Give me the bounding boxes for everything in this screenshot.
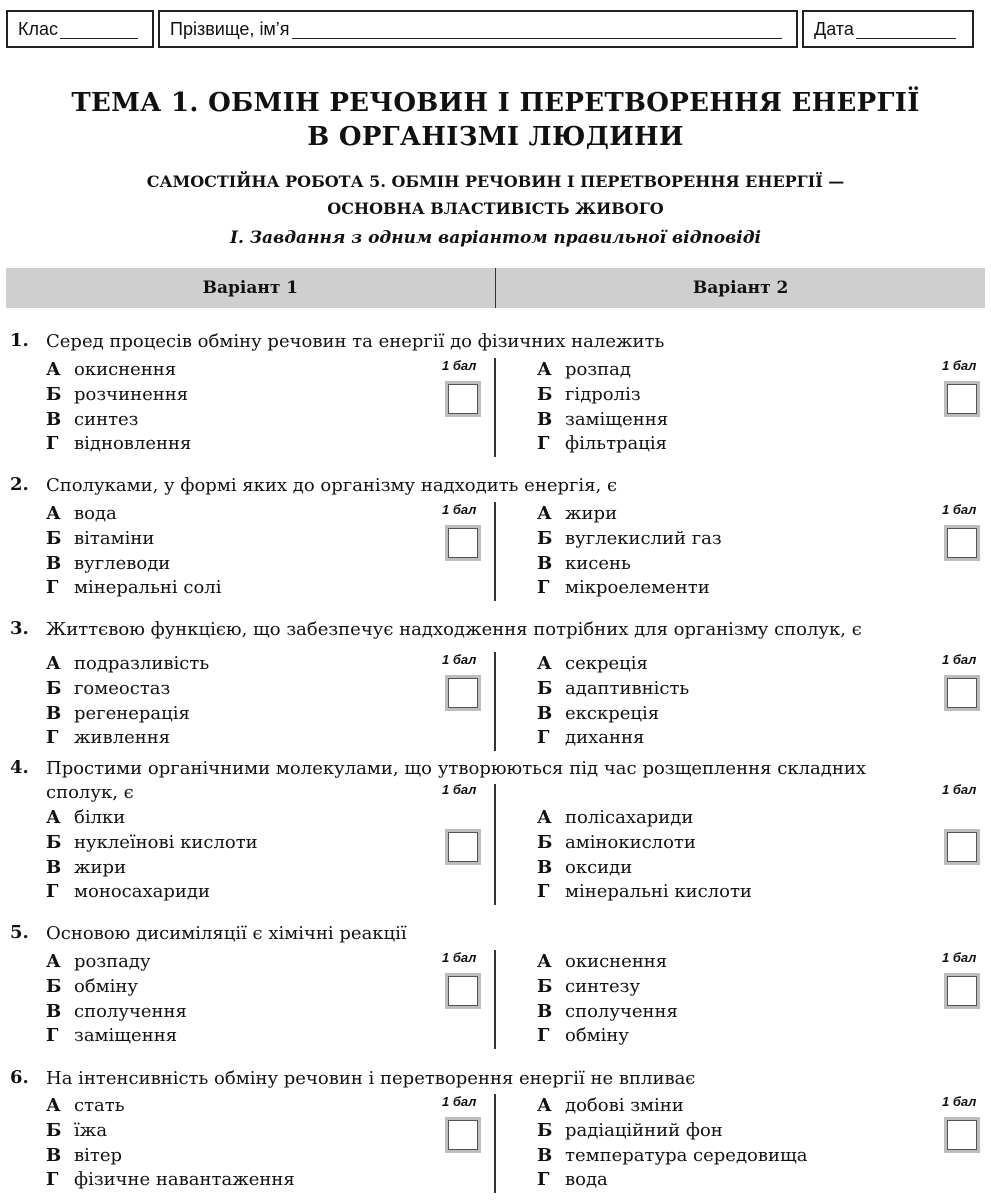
option-text: полісахариди bbox=[565, 807, 694, 828]
points-label: 1 бал bbox=[942, 1094, 977, 1109]
class-field[interactable] bbox=[6, 10, 154, 48]
option-text: дихання bbox=[565, 727, 645, 749]
answer-option-v2 bbox=[537, 1000, 678, 1024]
option-text: вода bbox=[74, 503, 117, 524]
option-text: екскреція bbox=[565, 702, 660, 724]
title-line-1: ТЕМА 1. ОБМІН РЕЧОВИН І ПЕРЕТВОРЕННЯ ЕНЕРГІЇ bbox=[71, 88, 920, 118]
option-letter: Б bbox=[46, 383, 62, 405]
variant-2-label: Варіант 2 bbox=[692, 278, 789, 298]
answer-option-v2 bbox=[537, 856, 632, 880]
question-stem: На інтенсивність обміну речовин і перетворення енергії не впливає bbox=[46, 1068, 696, 1089]
answer-box-v1[interactable] bbox=[448, 384, 478, 414]
date-field[interactable] bbox=[802, 10, 974, 48]
option-letter: В bbox=[46, 1000, 62, 1022]
answer-option-v1 bbox=[46, 677, 170, 701]
option-text: сполучення bbox=[565, 1000, 678, 1022]
option-letter: Б bbox=[46, 677, 62, 699]
option-text: вода bbox=[565, 1169, 608, 1191]
answer-option-v1 bbox=[46, 576, 221, 600]
column-divider bbox=[494, 950, 496, 1049]
option-letter: А bbox=[46, 359, 61, 380]
option-text: білки bbox=[74, 807, 126, 828]
option-text: секреція bbox=[565, 653, 648, 674]
answer-box-v2[interactable] bbox=[947, 678, 977, 708]
option-letter: Г bbox=[537, 1169, 550, 1191]
question-stem: Простими органічними молекулами, що утворюються під час розщеплення складних сполук, є bbox=[46, 758, 866, 803]
answer-option-v2 bbox=[537, 1168, 608, 1192]
option-letter: В bbox=[537, 702, 553, 724]
option-letter: Г bbox=[46, 881, 59, 903]
answer-option-v2 bbox=[537, 1094, 684, 1118]
answer-box-v2[interactable] bbox=[947, 384, 977, 414]
option-letter: Б bbox=[537, 383, 553, 405]
question-number: 2. bbox=[10, 474, 29, 495]
column-divider bbox=[494, 358, 496, 457]
answer-option-v1 bbox=[46, 975, 138, 999]
answer-option-v2 bbox=[537, 950, 667, 974]
answer-option-v1 bbox=[46, 432, 191, 456]
column-divider bbox=[494, 652, 496, 751]
answer-box-v2[interactable] bbox=[947, 832, 977, 862]
option-letter: Г bbox=[46, 433, 59, 455]
option-letter: А bbox=[537, 1095, 552, 1116]
answer-option-v2 bbox=[537, 652, 648, 676]
answer-option-v2 bbox=[537, 408, 668, 432]
option-text: стать bbox=[74, 1095, 125, 1116]
answer-option-v2 bbox=[537, 806, 693, 830]
option-letter: А bbox=[537, 951, 552, 972]
name-label: Прізвище, ім’я bbox=[170, 18, 290, 39]
option-text: розпад bbox=[565, 359, 631, 380]
option-letter: Б bbox=[537, 1119, 553, 1141]
answer-option-v1 bbox=[46, 552, 170, 576]
name-blank-line bbox=[292, 20, 782, 39]
answer-option-v1 bbox=[46, 1168, 295, 1192]
option-text: подразливість bbox=[74, 653, 210, 674]
question-number: 1. bbox=[10, 330, 29, 351]
answer-box-v2[interactable] bbox=[947, 976, 977, 1006]
section-heading: I. Завдання з одним варіантом правильної відповіді bbox=[230, 228, 761, 248]
option-text: температура середовища bbox=[565, 1144, 808, 1166]
option-letter: Г bbox=[537, 881, 550, 903]
option-text: відновлення bbox=[74, 433, 192, 455]
option-text: обміну bbox=[565, 1025, 630, 1047]
answer-option-v2 bbox=[537, 831, 696, 855]
option-text: фільтрація bbox=[565, 433, 667, 455]
class-label: Клас bbox=[18, 18, 58, 39]
option-letter: В bbox=[537, 408, 553, 430]
option-letter: А bbox=[537, 359, 552, 380]
points-label: 1 бал bbox=[442, 1094, 477, 1109]
option-letter: Б bbox=[46, 527, 62, 549]
option-text: нуклеїнові кислоти bbox=[74, 831, 258, 853]
answer-option-v1 bbox=[46, 408, 139, 432]
answer-option-v2 bbox=[537, 1119, 723, 1143]
option-text: добові зміни bbox=[565, 1095, 684, 1116]
answer-option-v2 bbox=[537, 358, 631, 382]
option-text: адаптивність bbox=[565, 677, 690, 699]
answer-option-v2 bbox=[537, 502, 617, 526]
answer-option-v2 bbox=[537, 432, 667, 456]
option-text: розчинення bbox=[74, 383, 189, 405]
option-letter: Б bbox=[537, 975, 553, 997]
name-field[interactable] bbox=[158, 10, 798, 48]
answer-box-v1[interactable] bbox=[448, 678, 478, 708]
option-letter: Г bbox=[537, 1025, 550, 1047]
answer-box-v1[interactable] bbox=[448, 1120, 478, 1150]
points-label: 1 бал bbox=[442, 502, 477, 517]
date-label: Дата bbox=[814, 18, 854, 39]
option-text: вуглекислий газ bbox=[565, 527, 722, 549]
points-label: 1 бал bbox=[942, 652, 977, 667]
option-text: моносахариди bbox=[74, 881, 210, 903]
points-label: 1 бал bbox=[942, 950, 977, 965]
answer-option-v2 bbox=[537, 726, 644, 750]
option-letter: Г bbox=[46, 1025, 59, 1047]
answer-option-v1 bbox=[46, 1094, 125, 1118]
answer-option-v1 bbox=[46, 880, 210, 904]
option-text: амінокислоти bbox=[565, 831, 696, 853]
option-text: гомеостаз bbox=[74, 677, 171, 699]
answer-option-v1 bbox=[46, 831, 258, 855]
variant-header-bar bbox=[6, 268, 985, 308]
work-title-line-2: ОСНОВНА ВЛАСТИВІСТЬ ЖИВОГО bbox=[327, 199, 664, 218]
answer-option-v1 bbox=[46, 806, 125, 830]
date-blank-line bbox=[856, 20, 956, 39]
option-text: їжа bbox=[74, 1119, 108, 1141]
answer-option-v2 bbox=[537, 880, 752, 904]
option-text: вуглеводи bbox=[74, 552, 171, 574]
option-letter: Б bbox=[46, 975, 62, 997]
answer-option-v1 bbox=[46, 1024, 177, 1048]
option-letter: Б bbox=[537, 831, 553, 853]
option-text: радіаційний фон bbox=[565, 1119, 723, 1141]
option-letter: А bbox=[537, 807, 552, 828]
option-text: кисень bbox=[565, 552, 631, 574]
question-stem: Життєвою функцією, що забезпечує надходження потрібних для організму сполук, є bbox=[46, 619, 862, 640]
option-letter: Б bbox=[537, 527, 553, 549]
question-stem: Серед процесів обміну речовин та енергії до фізичних належить bbox=[46, 331, 665, 352]
question-number: 3. bbox=[10, 618, 29, 639]
option-letter: А bbox=[46, 807, 61, 828]
column-divider bbox=[494, 784, 496, 905]
option-text: жири bbox=[74, 856, 127, 878]
answer-option-v2 bbox=[537, 677, 689, 701]
title-line-2: В ОРГАНІЗМІ ЛЮДИНИ bbox=[307, 122, 684, 152]
option-text: розпаду bbox=[74, 951, 151, 972]
option-letter: А bbox=[46, 653, 61, 674]
answer-option-v1 bbox=[46, 383, 188, 407]
work-title-line-1: САМОСТІЙНА РОБОТА 5. ОБМІН РЕЧОВИН І ПЕРЕТВОРЕННЯ ЕНЕРГІЇ — bbox=[146, 172, 845, 191]
answer-option-v2 bbox=[537, 702, 659, 726]
answer-option-v2 bbox=[537, 576, 710, 600]
option-letter: Г bbox=[46, 727, 59, 749]
option-text: оксиди bbox=[565, 856, 633, 878]
option-letter: В bbox=[46, 856, 62, 878]
option-text: живлення bbox=[74, 727, 171, 749]
answer-option-v2 bbox=[537, 527, 722, 551]
class-blank-line bbox=[60, 20, 138, 39]
answer-option-v1 bbox=[46, 1000, 187, 1024]
option-text: сполучення bbox=[74, 1000, 187, 1022]
option-text: окиснення bbox=[565, 951, 668, 972]
option-letter: Б bbox=[537, 677, 553, 699]
column-divider bbox=[494, 1094, 496, 1193]
option-text: гідроліз bbox=[565, 383, 641, 405]
work-title bbox=[0, 168, 991, 222]
answer-option-v2 bbox=[537, 1024, 629, 1048]
question-stem: Сполуками, у формі яких до організму надходить енергія, є bbox=[46, 475, 618, 496]
option-letter: Г bbox=[46, 1169, 59, 1191]
student-info-header bbox=[6, 10, 982, 50]
option-letter: Г bbox=[537, 727, 550, 749]
points-label: 1 бал bbox=[942, 502, 977, 517]
option-text: заміщення bbox=[565, 408, 669, 430]
option-letter: В bbox=[537, 552, 553, 574]
question-stem: Основою дисиміляції є хімічні реакції bbox=[46, 923, 407, 944]
answer-option-v1 bbox=[46, 1144, 122, 1168]
points-label: 1 бал bbox=[442, 950, 477, 965]
option-letter: В bbox=[537, 1000, 553, 1022]
option-text: окиснення bbox=[74, 359, 177, 380]
option-text: заміщення bbox=[74, 1025, 178, 1047]
page-title bbox=[0, 86, 991, 154]
option-letter: Б bbox=[46, 1119, 62, 1141]
points-label: 1 бал bbox=[942, 782, 977, 797]
answer-box-v1[interactable] bbox=[448, 528, 478, 558]
answer-box-v1[interactable] bbox=[448, 832, 478, 862]
variant-1-label: Варіант 1 bbox=[202, 278, 299, 298]
option-letter: Г bbox=[537, 577, 550, 599]
answer-option-v1 bbox=[46, 856, 126, 880]
question-number: 6. bbox=[10, 1067, 29, 1088]
option-letter: А bbox=[537, 653, 552, 674]
option-text: вітер bbox=[74, 1144, 123, 1166]
answer-option-v2 bbox=[537, 552, 631, 576]
answer-option-v2 bbox=[537, 383, 641, 407]
option-letter: Б bbox=[46, 831, 62, 853]
option-letter: Г bbox=[537, 433, 550, 455]
option-letter: А bbox=[46, 1095, 61, 1116]
answer-option-v1 bbox=[46, 527, 154, 551]
option-letter: В bbox=[46, 702, 62, 724]
answer-box-v2[interactable] bbox=[947, 1120, 977, 1150]
column-divider bbox=[494, 502, 496, 601]
option-text: мікроелементи bbox=[565, 577, 710, 599]
option-letter: В bbox=[537, 1144, 553, 1166]
answer-option-v1 bbox=[46, 1119, 107, 1143]
answer-option-v1 bbox=[46, 726, 170, 750]
option-letter: Г bbox=[46, 577, 59, 599]
option-text: вітаміни bbox=[74, 527, 155, 549]
option-letter: А bbox=[46, 503, 61, 524]
option-letter: В bbox=[537, 856, 553, 878]
points-label: 1 бал bbox=[442, 358, 477, 373]
answer-option-v1 bbox=[46, 702, 190, 726]
option-text: синтезу bbox=[565, 975, 641, 997]
points-label: 1 бал bbox=[942, 358, 977, 373]
option-text: регенерація bbox=[74, 702, 190, 724]
answer-box-v2[interactable] bbox=[947, 528, 977, 558]
answer-option-v1 bbox=[46, 652, 209, 676]
option-text: синтез bbox=[74, 408, 139, 430]
answer-option-v1 bbox=[46, 358, 176, 382]
option-text: мінеральні кислоти bbox=[565, 881, 752, 903]
answer-box-v1[interactable] bbox=[448, 976, 478, 1006]
points-label: 1 бал bbox=[442, 782, 477, 797]
option-text: фізичне навантаження bbox=[74, 1169, 295, 1191]
question-number: 4. bbox=[10, 757, 29, 778]
option-text: обміну bbox=[74, 975, 139, 997]
option-letter: В bbox=[46, 408, 62, 430]
answer-option-v1 bbox=[46, 950, 151, 974]
option-text: жири bbox=[565, 503, 618, 524]
option-letter: В bbox=[46, 1144, 62, 1166]
question-number: 5. bbox=[10, 922, 29, 943]
option-text: мінеральні солі bbox=[74, 577, 222, 599]
option-letter: А bbox=[46, 951, 61, 972]
option-letter: А bbox=[537, 503, 552, 524]
answer-option-v2 bbox=[537, 1144, 807, 1168]
answer-option-v1 bbox=[46, 502, 117, 526]
points-label: 1 бал bbox=[442, 652, 477, 667]
option-letter: В bbox=[46, 552, 62, 574]
answer-option-v2 bbox=[537, 975, 640, 999]
